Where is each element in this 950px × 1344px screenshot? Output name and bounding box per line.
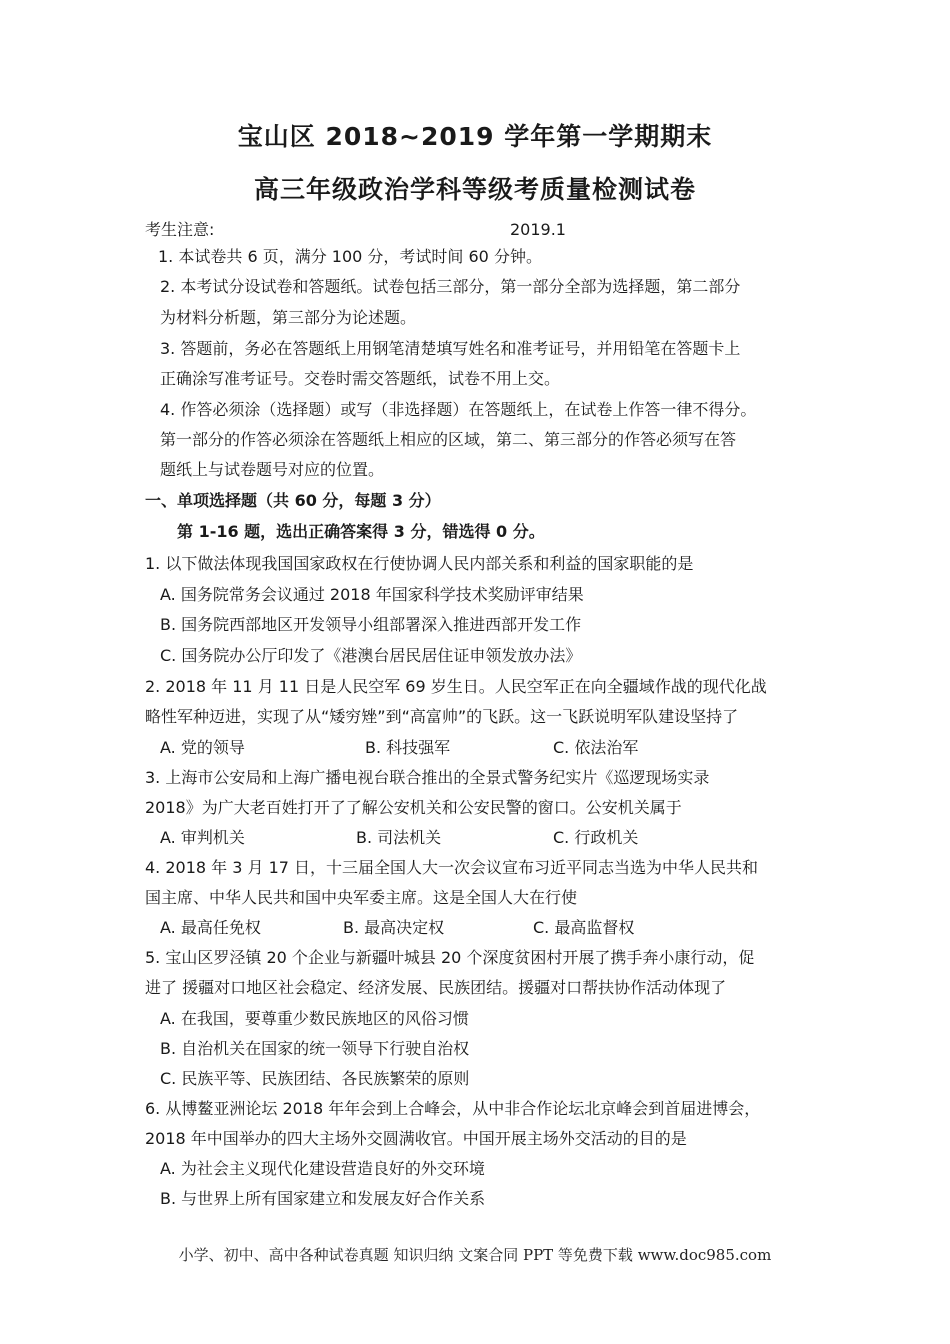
answer-option: C. 行政机关 (553, 828, 639, 847)
section-heading: 一、单项选择题（共 60 分，每题 3 分） (145, 491, 441, 510)
question-stem: 略性军种迈进，实现了从“矮穷矬”到“高富帅”的飞跃。这一飞跃说明军队建设坚持了 (145, 707, 739, 726)
answer-option: B. 司法机关 (356, 828, 442, 847)
notice-item: 第一部分的作答必须涂在答题纸上相应的区域，第二、第三部分的作答必须写在答 (160, 430, 737, 449)
notice-item: 题纸上与试卷题号对应的位置。 (160, 460, 385, 479)
notice-item: 正确涂写准考证号。交卷时需交答题纸，试卷不用上交。 (160, 369, 561, 388)
exam-title-line2: 高三年级政治学科等级考质量检测试卷 (253, 175, 696, 204)
notice-label: 考生注意: (145, 220, 215, 239)
answer-option: B. 与世界上所有国家建立和发展友好合作关系 (160, 1189, 486, 1208)
exam-date: 2019.1 (510, 220, 566, 239)
answer-option: C. 国务院办公厅印发了《港澳台居民居住证申领发放办法》 (160, 646, 582, 665)
answer-option: A. 审判机关 (160, 828, 245, 847)
answer-option: B. 自治机关在国家的统一领导下行驶自治权 (160, 1039, 470, 1058)
question-stem: 3. 上海市公安局和上海广播电视台联合推出的全景式警务纪实片《巡逻现场实录 (145, 768, 710, 787)
answer-option: C. 民族平等、民族团结、各民族繁荣的原则 (160, 1069, 470, 1088)
question-stem: 进了 援疆对口地区社会稳定、经济发展、民族团结。援疆对口帮扶协作活动体现了 (145, 978, 727, 997)
answer-option: A. 国务院常务会议通过 2018 年国家科学技术奖励评审结果 (160, 585, 584, 604)
section-subheading: 第 1-16 题，选出正确答案得 3 分，错选得 0 分。 (177, 522, 545, 541)
footer-note: 小学、初中、高中各种试卷真题 知识归纳 文案合同 PPT 等免费下载 www.doc985.com (178, 1246, 772, 1264)
answer-option: A. 在我国，要尊重少数民族地区的风俗习惯 (160, 1009, 469, 1028)
answer-option: A. 党的领导 (160, 738, 245, 757)
answer-option: B. 最高决定权 (343, 918, 445, 937)
question-stem: 6. 从博鳌亚洲论坛 2018 年年会到上合峰会，从中非合作论坛北京峰会到首届进博会， (145, 1099, 761, 1118)
notice-item: 4. 作答必须涂（选择题）或写（非选择题）在答题纸上，在试卷上作答一律不得分。 (160, 400, 757, 419)
answer-option: C. 依法治军 (553, 738, 639, 757)
exam-title-line1: 宝山区 2018~2019 学年第一学期期末 (237, 122, 713, 151)
question-stem: 1. 以下做法体现我国国家政权在行使协调人民内部关系和利益的国家职能的是 (145, 554, 694, 573)
notice-item: 3. 答题前，务必在答题纸上用钢笔清楚填写姓名和准考证号，并用铅笔在答题卡上 (160, 339, 741, 358)
answer-option: B. 科技强军 (365, 738, 451, 757)
answer-option: A. 最高任免权 (160, 918, 261, 937)
notice-item: 2. 本考试分设试卷和答题纸。试卷包括三部分，第一部分全部为选择题，第二部分 (160, 277, 741, 296)
notice-item: 1. 本试卷共 6 页，满分 100 分，考试时间 60 分钟。 (158, 247, 542, 266)
answer-option: A. 为社会主义现代化建设营造良好的外交环境 (160, 1159, 485, 1178)
question-stem: 5. 宝山区罗泾镇 20 个企业与新疆叶城县 20 个深度贫困村开展了携手奔小康行动，促 (145, 948, 755, 967)
question-stem: 国主席、中华人民共和国中央军委主席。这是全国人大在行使 (145, 888, 578, 907)
answer-option: C. 最高监督权 (533, 918, 635, 937)
notice-item: 为材料分析题，第三部分为论述题。 (160, 308, 417, 327)
answer-option: B. 国务院西部地区开发领导小组部署深入推进西部开发工作 (160, 615, 582, 634)
question-stem: 2. 2018 年 11 月 11 日是人民空军 69 岁生日。人民空军正在向全疆域作战的现代化战 (145, 677, 767, 696)
question-stem: 4. 2018 年 3 月 17 日，十三届全国人大一次会议宣布习近平同志当选为中华人民共和 (145, 858, 759, 877)
question-stem: 2018 年中国举办的四大主场外交圆满收官。中国开展主场外交活动的目的是 (145, 1129, 687, 1148)
question-stem: 2018》为广大老百姓打开了了解公安机关和公安民警的窗口。公安机关属于 (145, 798, 682, 817)
